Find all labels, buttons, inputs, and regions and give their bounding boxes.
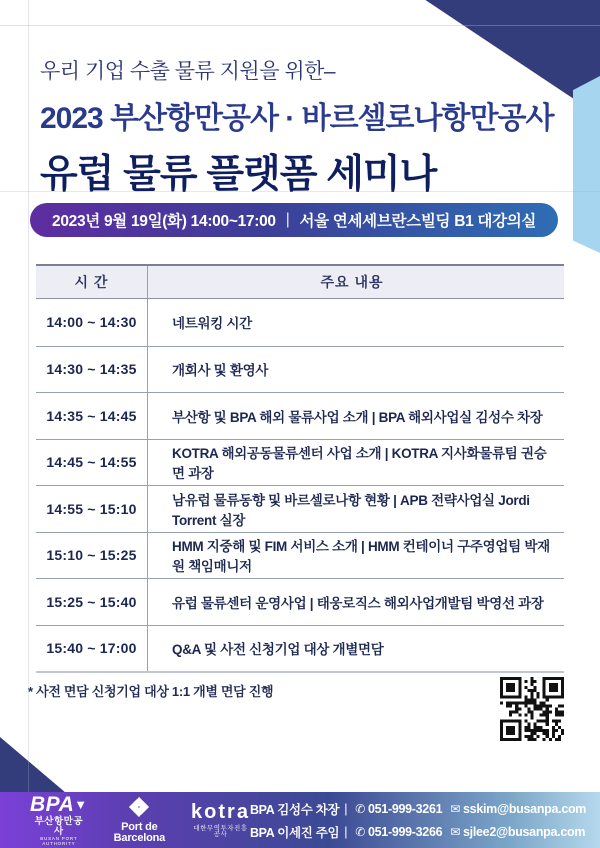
schedule-time: 15:10 ~ 15:25 <box>36 533 148 579</box>
diamond-icon <box>128 796 150 818</box>
email-icon: ✉ <box>450 801 461 816</box>
event-info-pill <box>30 203 558 237</box>
table-row <box>36 299 564 346</box>
pre-meeting-note: * 사전 면담 신청기업 대상 1:1 개별 면담 진행 <box>28 684 274 699</box>
email-icon: ✉ <box>450 824 461 839</box>
footer-bar <box>0 792 600 848</box>
contact-phone: ✆ 051-999-3266 <box>355 824 443 839</box>
vertical-guide-line <box>28 0 29 792</box>
title-subtitle: 우리 기업 수출 물류 지원을 위한– <box>40 60 336 83</box>
contact-phone: ✆ 051-999-3261 <box>355 801 443 816</box>
schedule-time: 14:35 ~ 14:45 <box>36 393 148 439</box>
event-datetime: 2023년 9월 19일(화) 14:00~17:00 <box>52 213 276 230</box>
bpa-logo-triangle-icon: ▼ <box>74 797 88 812</box>
schedule-time: 14:45 ~ 14:55 <box>36 440 148 486</box>
schedule-content: KOTRA 해외공동물류센터 사업 소개 | KOTRA 지사화물류팀 권승면 과장 <box>172 446 547 482</box>
schedule-content: 부산항 및 BPA 해외 물류사업 소개 | BPA 해외사업실 김성수 차장 <box>172 409 543 425</box>
schedule-time: 15:25 ~ 15:40 <box>36 579 148 625</box>
port-de-barcelona-label: Port de Barcelona <box>113 821 166 844</box>
table-row <box>36 625 564 672</box>
title-block <box>40 55 553 199</box>
schedule-content: 개회사 및 환영사 <box>172 363 269 379</box>
event-info-separator: | <box>285 211 290 228</box>
bottom-left-triangle-shape <box>0 737 66 793</box>
kotra-logo-korean: 대한무역투자진흥공사 <box>193 824 248 838</box>
title-organizations: 2023 부산항만공사 · 바르셀로나항만공사 <box>40 102 554 135</box>
schedule-content: HMM 지중해 및 FIM 서비스 소개 | HMM 컨테이너 구주영업팀 박재원 책임매니저 <box>172 539 550 575</box>
port-de-barcelona-logo <box>114 796 165 844</box>
qr-code <box>499 677 565 741</box>
table-row <box>36 439 564 486</box>
contact-person: BPA 이세진 주임 | <box>249 824 348 840</box>
page-title: 유럽 물류 플랫폼 세미나 <box>40 153 437 196</box>
right-light-blue-ribbon-shape <box>573 76 600 253</box>
table-row <box>36 392 564 439</box>
bpa-logo: BPA▼ 부산항만공사 BUSAN PORT AUTHORITY <box>30 793 88 846</box>
kotra-logo-mark: kotra <box>191 800 250 823</box>
footer-contacts <box>250 800 586 841</box>
schedule-time: 14:00 ~ 14:30 <box>36 299 148 346</box>
horizontal-guide-line-top <box>0 25 600 26</box>
phone-icon: ✆ <box>355 824 365 839</box>
schedule-header-content: 주요 내용 <box>320 274 384 290</box>
schedule-content: Q&A 및 사전 신청기업 대상 개별면담 <box>172 642 384 658</box>
footer-logos <box>30 794 250 846</box>
table-row <box>36 346 564 393</box>
kotra-logo <box>191 802 250 839</box>
contact-email: ✉ sjlee2@busanpa.com <box>450 824 586 839</box>
schedule-time: 15:40 ~ 17:00 <box>36 626 148 672</box>
schedule-time: 14:55 ~ 15:10 <box>36 486 148 532</box>
schedule-header-time: 시 간 <box>36 266 148 298</box>
contact-person: BPA 김성수 차장 | <box>249 801 348 817</box>
schedule-content: 유럽 물류센터 운영사업 | 태웅로직스 해외사업개발팀 박영선 과장 <box>172 595 544 611</box>
bpa-logo-english: BUSAN PORT AUTHORITY <box>40 836 78 846</box>
schedule-content: 남유럽 물류동향 및 바르셀로나항 현황 | APB 전략사업실 Jordi Torrent 실장 <box>172 492 530 528</box>
contact-email: ✉ sskim@busanpa.com <box>450 801 587 816</box>
table-row <box>36 532 564 579</box>
phone-icon: ✆ <box>355 801 365 816</box>
schedule-header-row <box>36 266 564 299</box>
schedule-time: 14:30 ~ 14:35 <box>36 347 148 393</box>
event-venue: 서울 연세세브란스빌딩 B1 대강의실 <box>299 213 537 230</box>
schedule-content: 네트워킹 시간 <box>172 316 252 332</box>
bpa-logo-korean: 부산항만공사 <box>34 816 84 837</box>
table-row <box>36 485 564 532</box>
table-row <box>36 578 564 625</box>
schedule-table <box>36 264 564 673</box>
